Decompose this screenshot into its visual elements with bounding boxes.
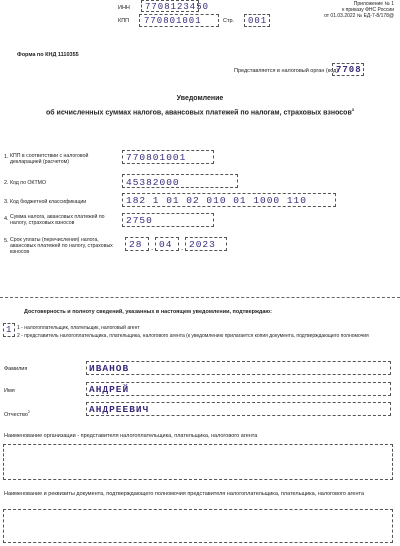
row-5-label: Срок уплаты (перечисления) налога, авансовых платежей по налогу, страховых взносов bbox=[10, 237, 113, 255]
confirm-code-field bbox=[3, 323, 15, 337]
inn-field bbox=[141, 0, 210, 12]
appendix-line-1: Приложение № 1 bbox=[353, 1, 394, 7]
row-1-label: КПП в соответствии с налоговой декларацией (расчетом) bbox=[10, 153, 89, 165]
appendix-line-3: от 01.03.2022 № ЕД-7-8/178@ bbox=[324, 13, 394, 19]
row-1-field bbox=[122, 150, 214, 164]
authority-label: Представляется в налоговый орган (код) bbox=[234, 68, 339, 74]
org-label: Наименование организации - представителя налогоплательщика, плательщика, налогового агента bbox=[4, 433, 258, 439]
name-label: Имя bbox=[4, 388, 15, 394]
patronymic-label-sup: 2 bbox=[27, 410, 30, 414]
row-4-field bbox=[122, 213, 214, 227]
confirm-code: 1 bbox=[6, 325, 13, 335]
row-5-year: 2023 bbox=[189, 239, 216, 250]
section-divider bbox=[0, 297, 400, 298]
appendix-line-2: к приказу ФНС России bbox=[342, 7, 394, 13]
authority-code-field bbox=[332, 63, 364, 76]
inn-value: 7708123450 bbox=[145, 2, 210, 12]
inn-label: ИНН bbox=[118, 5, 130, 11]
row-3-field bbox=[122, 193, 336, 207]
date-dot-1: . bbox=[151, 243, 154, 252]
doc-subtitle-sup: 3 bbox=[351, 107, 354, 112]
patronymic-label bbox=[4, 409, 30, 418]
patronymic-field bbox=[86, 402, 391, 416]
row-4-label: Сумма налога, авансовых платежей по налогу, страховых взносов bbox=[10, 214, 105, 226]
doc-label: Наименование и реквизиты документа, подтверждающего полномочия представителя налогоплательщика, плательщика, налогового агента bbox=[4, 491, 365, 497]
page-value: 001 bbox=[248, 16, 268, 26]
row-2-field bbox=[122, 174, 238, 188]
row-5-day-field bbox=[125, 237, 149, 251]
confirm-heading: Достоверность и полноту сведений, указанных в настоящем уведомлении, подтверждаю: bbox=[24, 309, 272, 315]
option-2: 2 - представитель налогоплательщика, плательщика, налогового агента (к уведомлению прилагается копия документа, подтверждающего полномочия bbox=[17, 333, 369, 339]
kpp-label: КПП bbox=[118, 18, 130, 24]
kpp-field bbox=[139, 14, 219, 27]
authority-code: 7708 bbox=[336, 65, 362, 75]
row-1-value: 770801001 bbox=[126, 152, 187, 163]
row-3-value: 182 1 01 02 010 01 1000 110 bbox=[126, 195, 307, 206]
row-4-num: 4. bbox=[4, 216, 9, 222]
row-5-day: 28 bbox=[129, 239, 143, 250]
form-knd: Форма по КНД 1110355 bbox=[17, 52, 79, 58]
doc-subtitle bbox=[0, 107, 400, 116]
row-1-num: 1. bbox=[4, 154, 9, 160]
row-5-month-field bbox=[155, 237, 179, 251]
row-2-num: 2. bbox=[4, 180, 9, 186]
patronymic-label-text: Отчество bbox=[4, 411, 28, 418]
doc-field bbox=[3, 509, 393, 543]
surname-label: Фамилия bbox=[4, 366, 28, 372]
surname-field bbox=[86, 361, 391, 375]
row-4-value: 2750 bbox=[126, 215, 153, 226]
org-field bbox=[3, 444, 393, 480]
surname-value: ИВАНОВ bbox=[89, 363, 130, 374]
patronymic-value: АНДРЕЕВИЧ bbox=[89, 404, 150, 415]
doc-title: Уведомление bbox=[176, 95, 224, 102]
page-field bbox=[244, 14, 270, 27]
date-dot-2: . bbox=[181, 243, 184, 252]
doc-subtitle-text: об исчисленных суммах налогов, авансовых платежей по налогам, страховых взносов bbox=[46, 109, 352, 117]
row-3-label: Код бюджетной классификации bbox=[10, 199, 87, 205]
page-label: Стр. bbox=[223, 18, 235, 24]
name-field bbox=[86, 382, 391, 396]
row-5-year-field bbox=[185, 237, 227, 251]
row-2-label: Код по ОКТМО bbox=[10, 180, 46, 186]
row-5-month: 04 bbox=[159, 239, 173, 250]
kpp-value: 770801001 bbox=[144, 16, 202, 26]
row-2-value: 45382000 bbox=[126, 177, 180, 188]
row-5-num: 5. bbox=[4, 238, 9, 244]
option-1: 1 - налогоплательщик, плательщик, налоговый агент bbox=[17, 325, 140, 331]
appendix-note bbox=[324, 1, 394, 19]
name-value: АНДРЕЙ bbox=[89, 384, 130, 395]
row-3-num: 3. bbox=[4, 199, 9, 205]
